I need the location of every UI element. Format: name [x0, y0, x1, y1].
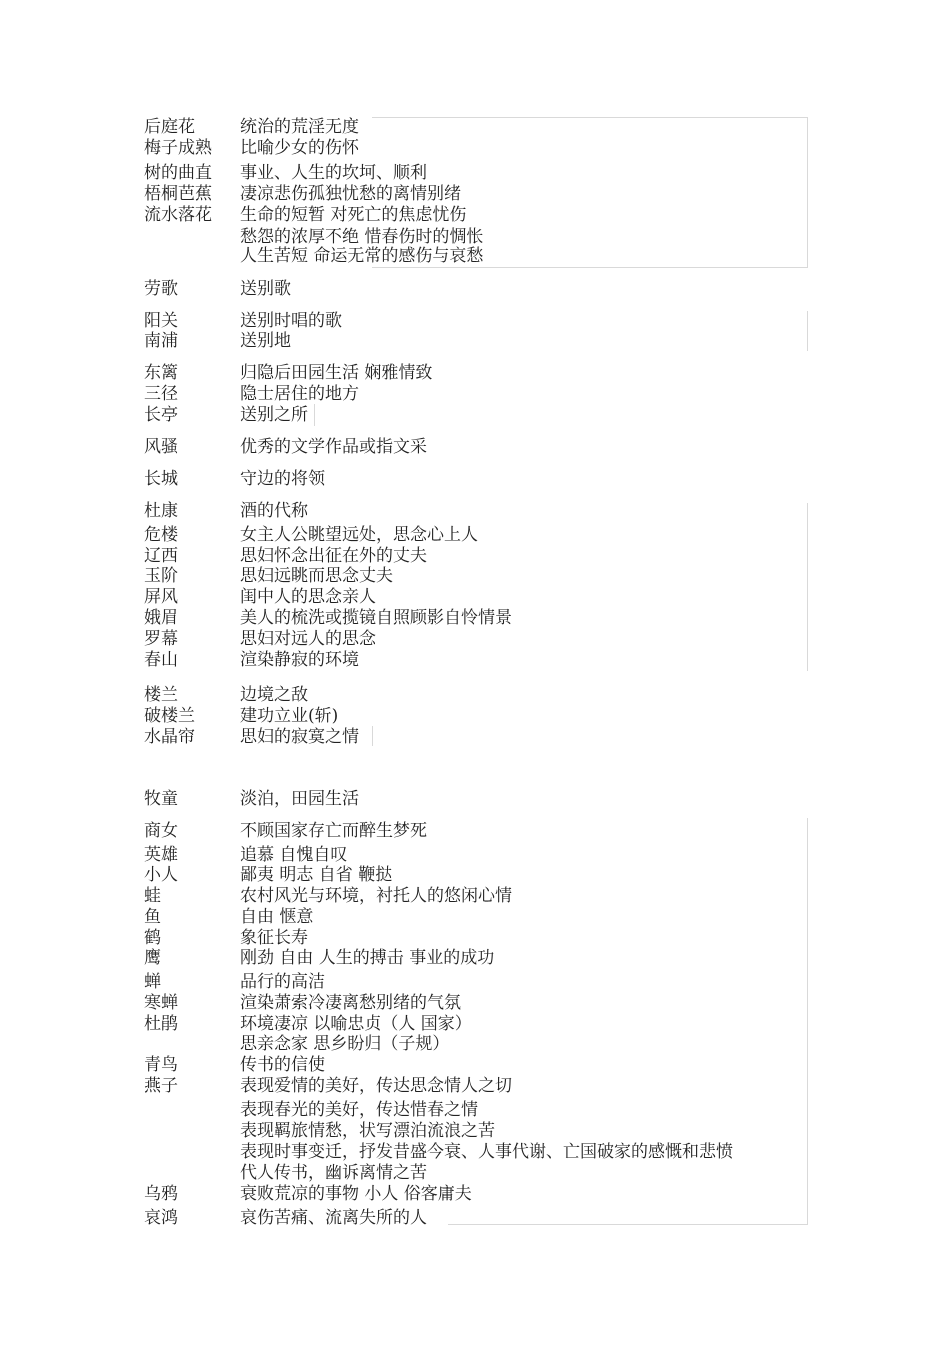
definition: 边境之敌 [240, 685, 308, 705]
term: 屏风 [144, 587, 178, 607]
term: 长城 [144, 469, 178, 489]
term: 蛙 [144, 886, 161, 906]
term: 牧童 [144, 789, 178, 809]
definition: 事业、人生的坎坷、顺利 [240, 163, 427, 183]
definition: 淡泊，田园生活 [240, 789, 359, 809]
term: 燕子 [144, 1076, 178, 1096]
term: 流水落花 [144, 205, 212, 225]
definition: 品行的高洁 [240, 972, 325, 992]
definition: 表现爱情的美好，传达思念情人之切 [240, 1076, 512, 1096]
definition: 渲染静寂的环境 [240, 650, 359, 670]
term: 劳歌 [144, 279, 178, 299]
definition: 比喻少女的伤怀 [240, 138, 359, 158]
definition: 送别地 [240, 331, 291, 351]
table-border-5 [372, 726, 373, 746]
term: 风骚 [144, 437, 178, 457]
term: 阳关 [144, 311, 178, 331]
term: 寒蝉 [144, 993, 178, 1013]
definition: 建功立业(斩) [240, 706, 339, 726]
term: 三径 [144, 384, 178, 404]
table-border-3 [314, 404, 315, 426]
definition: 思亲念家 思乡盼归（子规） [240, 1034, 450, 1054]
definition: 思妇的寂寞之情 [240, 727, 359, 747]
term: 春山 [144, 650, 178, 670]
term: 后庭花 [144, 117, 195, 137]
term: 娥眉 [144, 608, 178, 628]
table-border-4 [807, 503, 808, 671]
table-border-2 [807, 311, 808, 351]
definition: 送别歌 [240, 279, 291, 299]
definition: 象征长寿 [240, 928, 308, 948]
definition: 传书的信使 [240, 1055, 325, 1075]
table-border-6 [448, 818, 808, 1225]
term: 英雄 [144, 845, 178, 865]
term: 鹤 [144, 928, 161, 948]
term: 破楼兰 [144, 706, 195, 726]
term: 楼兰 [144, 685, 178, 705]
definition: 闺中人的思念亲人 [240, 587, 376, 607]
term: 罗幕 [144, 629, 178, 649]
definition: 环境凄凉 以喻忠贞（人 国家） [240, 1014, 472, 1034]
definition: 不顾国家存亡而醉生梦死 [240, 821, 427, 841]
definition: 思妇对远人的思念 [240, 629, 376, 649]
definition: 刚劲 自由 人生的搏击 事业的成功 [240, 948, 495, 968]
definition: 哀伤苦痛、流离失所的人 [240, 1208, 427, 1228]
definition: 表现春光的美好，传达惜春之情 [240, 1100, 478, 1120]
term: 鹰 [144, 948, 161, 968]
definition: 优秀的文学作品或指文采 [240, 437, 427, 457]
definition: 人生苦短 命运无常的感伤与哀愁 [240, 246, 484, 266]
term: 树的曲直 [144, 163, 212, 183]
term: 商女 [144, 821, 178, 841]
term: 小人 [144, 865, 178, 885]
definition: 农村风光与环境，衬托人的悠闲心情 [240, 886, 512, 906]
term: 南浦 [144, 331, 178, 351]
term: 梧桐芭蕉 [144, 184, 212, 204]
definition: 自由 惬意 [240, 907, 314, 927]
definition: 凄凉悲伤孤独忧愁的离情别绪 [240, 184, 461, 204]
definition: 美人的梳洗或揽镜自照顾影自怜情景 [240, 608, 512, 628]
term: 梅子成熟 [144, 138, 212, 158]
term: 哀鸿 [144, 1208, 178, 1228]
definition: 表现时事变迁，抒发昔盛今衰、人事代谢、亡国破家的感慨和悲愤 [240, 1142, 733, 1162]
definition: 生命的短暂 对死亡的焦虑忧伤 [240, 205, 467, 225]
definition: 思妇怀念出征在外的丈夫 [240, 546, 427, 566]
term: 杜康 [144, 501, 178, 521]
definition: 追慕 自愧自叹 [240, 845, 348, 865]
term: 水晶帘 [144, 727, 195, 747]
term: 长亭 [144, 405, 178, 425]
term: 乌鸦 [144, 1184, 178, 1204]
definition: 守边的将领 [240, 469, 325, 489]
definition: 送别时唱的歌 [240, 311, 342, 331]
term: 危楼 [144, 525, 178, 545]
definition: 代人传书，幽诉离情之苦 [240, 1163, 427, 1183]
definition: 女主人公眺望远处，思念心上人 [240, 525, 478, 545]
term: 东篱 [144, 363, 178, 383]
definition: 衰败荒凉的事物 小人 俗客庸夫 [240, 1184, 472, 1204]
definition: 表现羁旅情愁，状写漂泊流浪之苦 [240, 1121, 495, 1141]
definition: 鄙夷 明志 自省 鞭挞 [240, 865, 393, 885]
term: 辽西 [144, 546, 178, 566]
term: 蝉 [144, 972, 161, 992]
definition: 统治的荒淫无度 [240, 117, 359, 137]
definition: 隐士居住的地方 [240, 384, 359, 404]
term: 杜鹃 [144, 1014, 178, 1034]
definition: 酒的代称 [240, 501, 308, 521]
definition: 愁怨的浓厚不绝 惜春伤时的惆怅 [240, 227, 484, 247]
term: 玉阶 [144, 566, 178, 586]
definition: 归隐后田园生活 娴雅情致 [240, 363, 433, 383]
term: 鱼 [144, 907, 161, 927]
definition: 渲染萧索冷凄离愁别绪的气氛 [240, 993, 461, 1013]
definition: 思妇远眺而思念丈夫 [240, 566, 393, 586]
definition: 送别之所 [240, 405, 308, 425]
term: 青鸟 [144, 1055, 178, 1075]
